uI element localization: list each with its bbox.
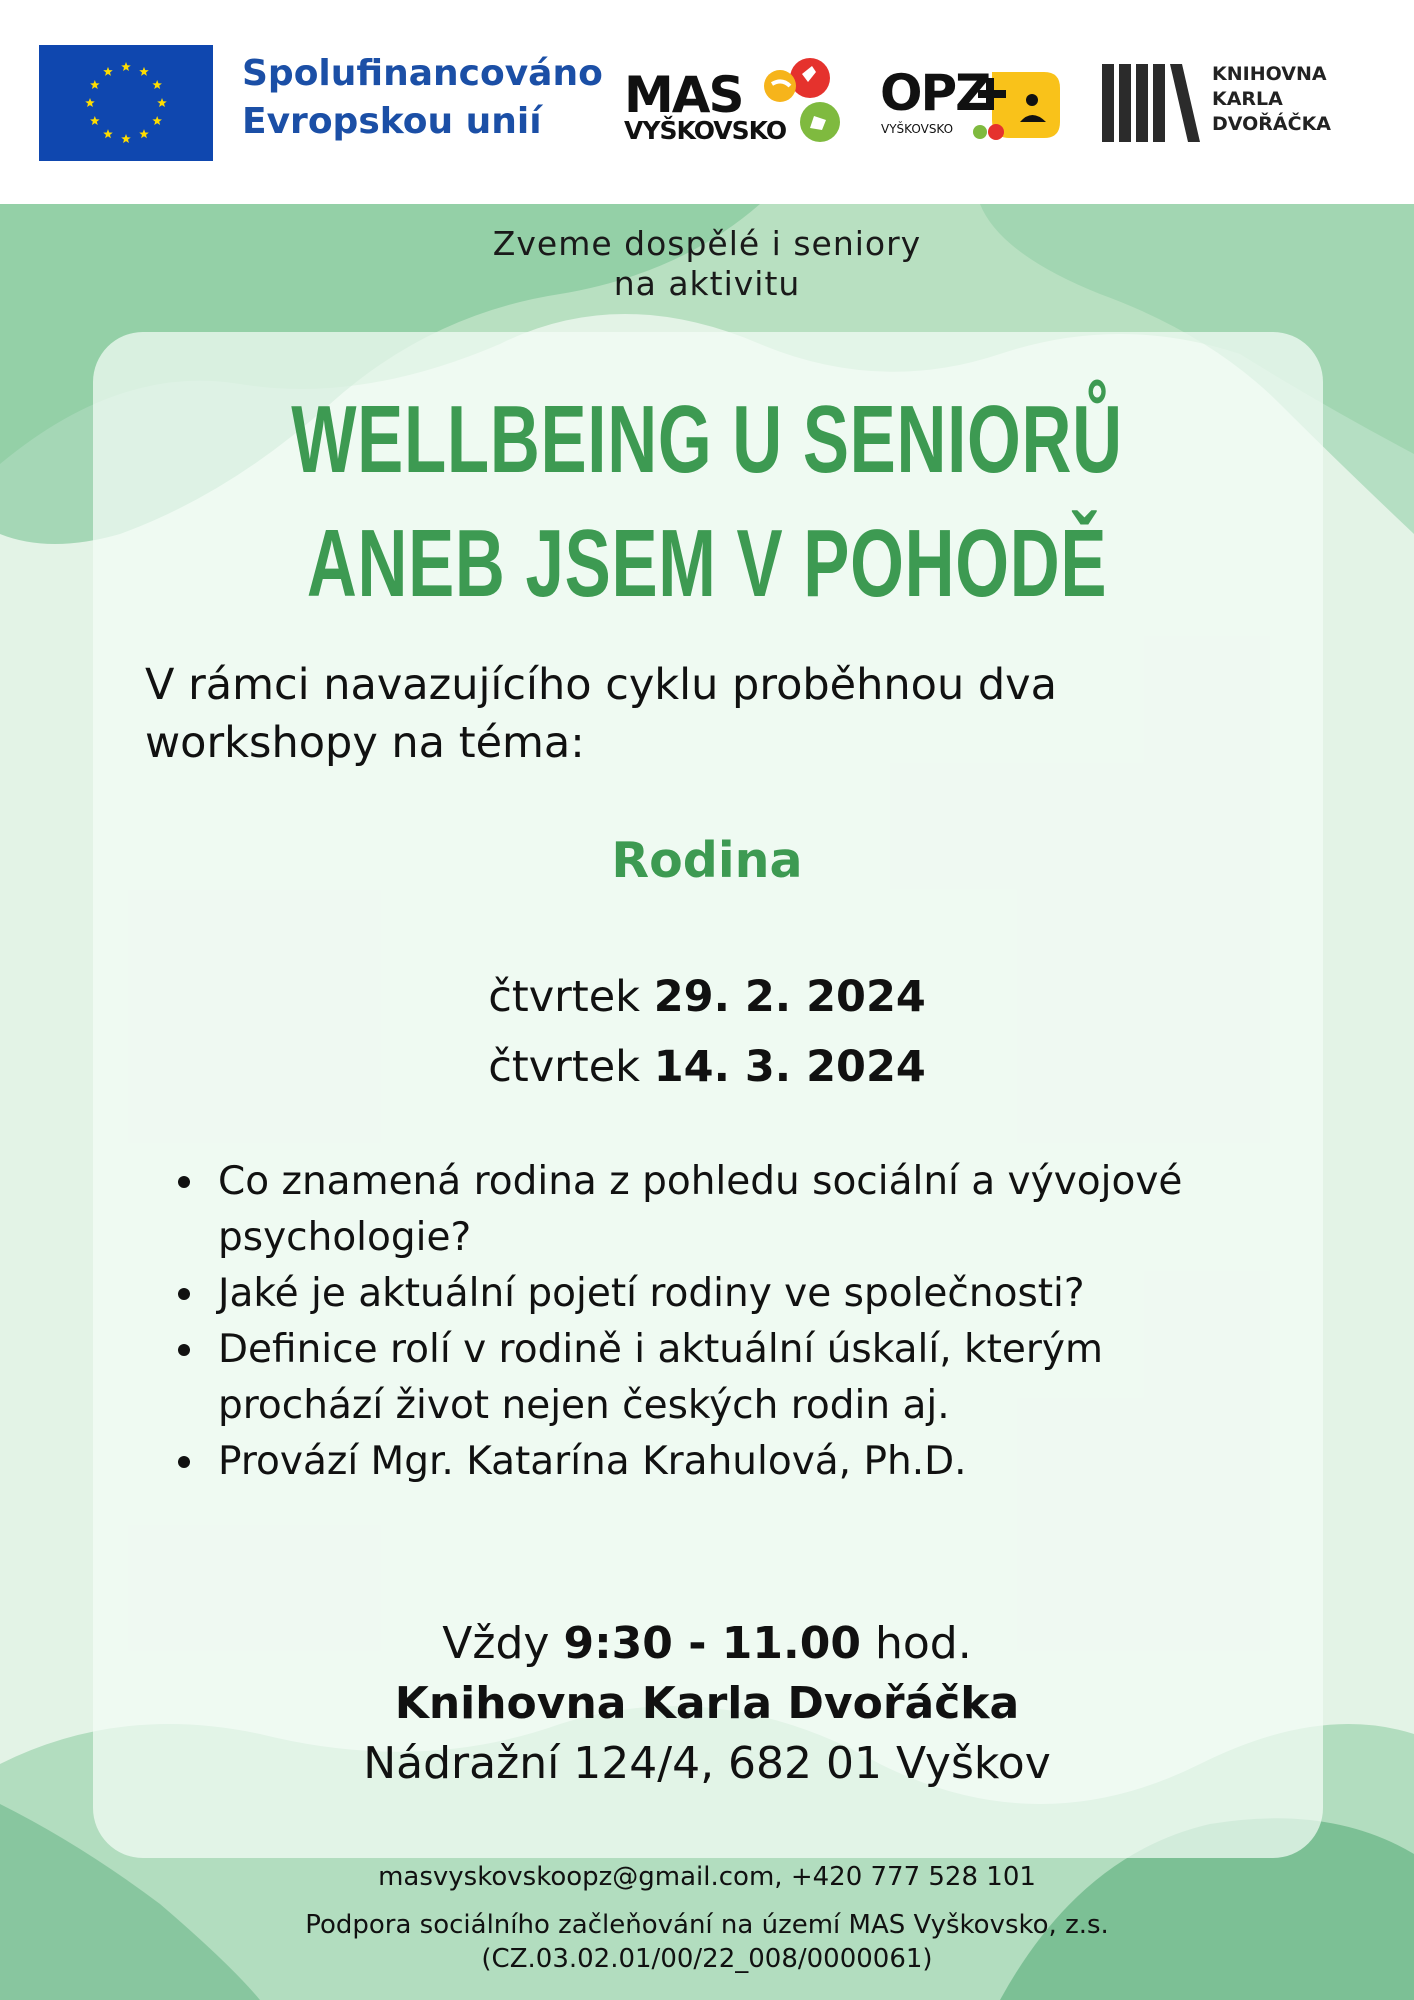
- bullet-item: Definice rolí v rodině i aktuální úskalí, kterým prochází život nejen českých rodin aj.: [170, 1322, 1250, 1434]
- eu-star: [121, 134, 131, 143]
- opz-plus-logo: [878, 64, 1064, 148]
- date-day: čtvrtek: [488, 1042, 641, 1092]
- knihovna-karla-dvoracka-logo: [1102, 60, 1352, 146]
- topic-bullet-list: [170, 1154, 1250, 1490]
- date-value: 14. 3. 2024: [653, 1042, 926, 1092]
- mas-vyskovsko-logo: [624, 56, 842, 148]
- eu-text-line: Evropskou unií: [242, 101, 542, 142]
- eu-star: [121, 62, 131, 71]
- hands-icon: [744, 56, 844, 146]
- eu-stars-icon: [39, 45, 213, 161]
- bullet-item: Co znamená rodina z pohledu sociální a vývojové psychologie?: [170, 1154, 1250, 1266]
- venue-name-text: Knihovna Karla Dvořáčka: [394, 1678, 1020, 1729]
- project-code: (CZ.03.02.01/00/22_008/0000061): [481, 1944, 933, 1974]
- library-logo-line: KNIHOVNA: [1212, 63, 1327, 85]
- title-line: ANEB JSEM V POHODĚ: [306, 510, 1108, 617]
- mas-logo-sub: VYŠKOVSKO: [624, 116, 787, 145]
- eu-star: [85, 98, 95, 107]
- invitation-line: Zveme dospělé i seniory: [492, 224, 922, 263]
- eu-star: [152, 116, 162, 125]
- title-line: WELLBEING U SENIORŮ: [291, 386, 1123, 493]
- workshop-topic: Rodina: [611, 832, 803, 889]
- eu-star: [139, 67, 149, 76]
- time-suffix: hod.: [874, 1618, 972, 1669]
- eu-star: [103, 67, 113, 76]
- books-icon: [1102, 64, 1202, 142]
- project-name: Podpora sociálního začleňování na území MAS Vyškovsko, z.s.: [305, 1910, 1109, 1940]
- invitation-line: na aktivitu: [613, 264, 801, 303]
- eu-star: [90, 80, 100, 89]
- time-row: [0, 1614, 1414, 1674]
- bullet-item: Jaké je aktuální pojetí rodiny ve společnosti?: [170, 1266, 1250, 1322]
- eu-flag-logo: [39, 45, 213, 161]
- fruit-icon: [970, 122, 1010, 142]
- opz-logo-word: OPZ: [880, 64, 990, 122]
- eu-star: [157, 98, 167, 107]
- logo-bar: [0, 0, 1414, 204]
- eu-text-line: Spolufinancováno: [242, 53, 603, 94]
- date-row: [0, 1032, 1414, 1102]
- schedule-block: [0, 1614, 1414, 1794]
- workshop-dates: [0, 962, 1414, 1102]
- poster-body: [0, 204, 1414, 2000]
- opz-logo-sub: VYŠKOVSKO: [881, 122, 954, 136]
- invitation-text: [0, 224, 1414, 304]
- contact-info: masvyskovskoopz@gmail.com, +420 777 528 101: [378, 1862, 1036, 1892]
- venue-address: Nádražní 124/4, 682 01 Vyškov: [363, 1738, 1051, 1789]
- event-title: [198, 378, 1216, 626]
- eu-star: [103, 129, 113, 138]
- time-prefix: Vždy: [442, 1618, 550, 1669]
- footer: [0, 1860, 1414, 1976]
- eu-cofinanced-text: [242, 50, 603, 146]
- library-logo-line: KARLA: [1212, 88, 1283, 110]
- time-value: 9:30 - 11.00: [563, 1618, 861, 1669]
- library-logo-line: DVOŘÁČKA: [1212, 113, 1332, 135]
- intro-text: V rámci navazujícího cyklu proběhnou dva workshopy na téma:: [145, 660, 1057, 768]
- date-value: 29. 2. 2024: [653, 972, 926, 1022]
- date-row: [0, 962, 1414, 1032]
- eu-star: [152, 80, 162, 89]
- bullet-item: Provází Mgr. Katarína Krahulová, Ph.D.: [170, 1434, 1250, 1490]
- eu-star: [139, 129, 149, 138]
- date-day: čtvrtek: [488, 972, 641, 1022]
- mas-logo-word: MAS: [624, 66, 743, 124]
- eu-star: [90, 116, 100, 125]
- library-logo-text: [1212, 62, 1331, 137]
- venue-name: [0, 1674, 1414, 1734]
